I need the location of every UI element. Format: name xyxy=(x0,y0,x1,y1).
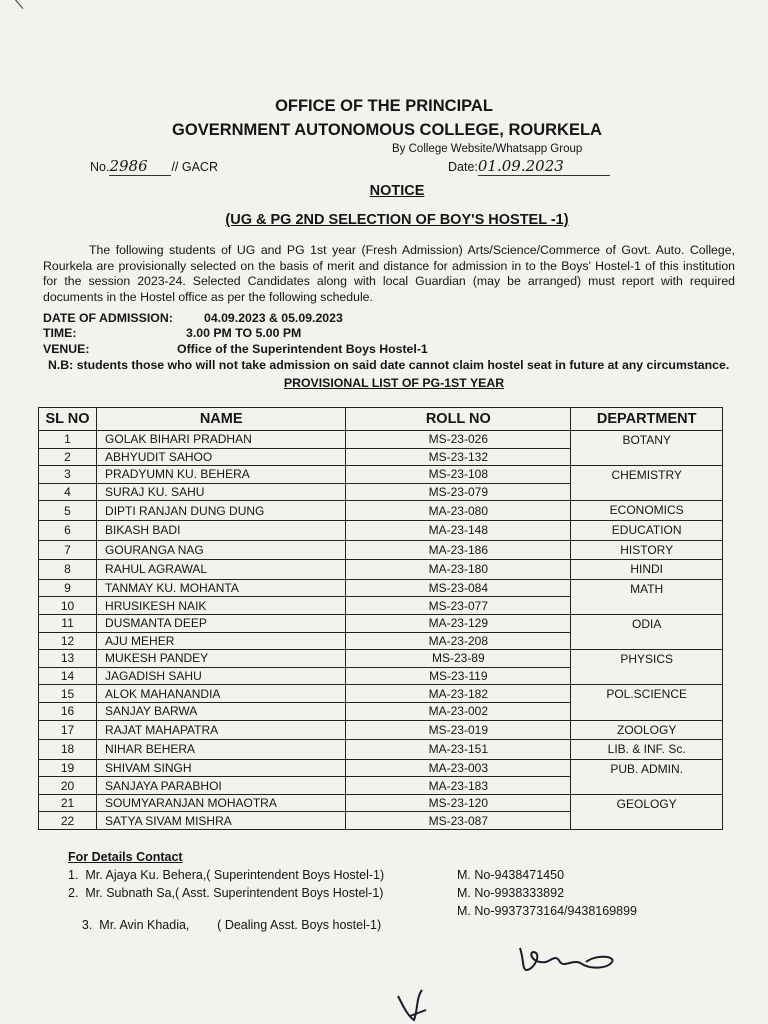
letter-date xyxy=(448,157,610,176)
cell-roll-no: MS-23-019 xyxy=(346,720,571,740)
cell-department: CHEMISTRY xyxy=(571,466,723,501)
table-header-row xyxy=(39,408,723,431)
contact-3 xyxy=(68,904,381,946)
time-value: 3.00 PM TO 5.00 PM xyxy=(186,326,302,340)
table-row xyxy=(39,560,723,580)
cell-name: HRUSIKESH NAIK xyxy=(97,597,346,615)
contact-number: 3. xyxy=(81,918,93,932)
cell-name: NIHAR BEHERA xyxy=(97,740,346,760)
notice-subject: (UG & PG 2ND SELECTION OF BOY'S HOSTEL -1) xyxy=(225,212,569,228)
number-suffix: // GACR xyxy=(171,160,218,174)
cell-department: EDUCATION xyxy=(571,520,723,540)
contact-person: Mr. Avin Khadia, ( Dealing Asst. Boys hostel-1) xyxy=(99,918,382,932)
cell-department: HINDI xyxy=(571,560,723,580)
header-sl-no: SL NO xyxy=(39,408,97,431)
contact-number: 2. xyxy=(68,886,79,900)
cell-name: GOLAK BIHARI PRADHAN xyxy=(97,431,346,449)
cell-roll-no: MS-23-89 xyxy=(346,650,571,668)
cell-department: BOTANY xyxy=(571,431,723,466)
table-row xyxy=(39,520,723,540)
contact-2 xyxy=(68,886,383,900)
cell-roll-no: MA-23-183 xyxy=(346,777,571,795)
cell-sl-no: 2 xyxy=(39,448,97,466)
venue-label: VENUE: xyxy=(43,342,90,356)
cell-department: GEOLOGY xyxy=(571,794,723,829)
table-row xyxy=(39,650,723,668)
cell-sl-no: 4 xyxy=(39,483,97,501)
cell-name: TANMAY KU. MOHANTA xyxy=(97,579,346,597)
table-row xyxy=(39,579,723,597)
table-row xyxy=(39,759,723,777)
cell-sl-no: 18 xyxy=(39,740,97,760)
table-row xyxy=(39,685,723,703)
cell-name: JAGADISH SAHU xyxy=(97,667,346,685)
contact-heading: For Details Contact xyxy=(68,850,183,864)
cell-sl-no: 10 xyxy=(39,597,97,615)
cell-roll-no: MA-23-003 xyxy=(346,759,571,777)
cell-name: ABHYUDIT SAHOO xyxy=(97,448,346,466)
cell-name: RAJAT MAHAPATRA xyxy=(97,720,346,740)
cell-roll-no: MA-23-002 xyxy=(346,702,571,720)
contact-3-mobile: M. No-9937373164/9438169899 xyxy=(457,904,638,918)
cell-department: ZOOLOGY xyxy=(571,720,723,740)
cell-name: MUKESH PANDEY xyxy=(97,650,346,668)
admission-date-value: 04.09.2023 & 05.09.2023 xyxy=(204,311,343,325)
cell-sl-no: 3 xyxy=(39,466,97,484)
cell-roll-no: MS-23-132 xyxy=(346,448,571,466)
cell-sl-no: 1 xyxy=(39,431,97,449)
cell-sl-no: 13 xyxy=(39,650,97,668)
cell-name: ALOK MAHANANDIA xyxy=(97,685,346,703)
table-row xyxy=(39,614,723,632)
cell-sl-no: 11 xyxy=(39,614,97,632)
table-row xyxy=(39,720,723,740)
cell-name: BIKASH BADI xyxy=(97,520,346,540)
cell-sl-no: 21 xyxy=(39,794,97,812)
number-handwritten: 2986 xyxy=(109,157,171,176)
cell-name: SHIVAM SINGH xyxy=(97,759,346,777)
cell-department: MATH xyxy=(571,579,723,614)
distribution-note: By College Website/Whatsapp Group xyxy=(392,143,583,155)
cell-roll-no: MA-23-080 xyxy=(346,501,571,521)
admission-date-label: DATE OF ADMISSION: xyxy=(43,311,173,325)
corner-mark xyxy=(6,0,24,17)
cell-sl-no: 9 xyxy=(39,579,97,597)
cell-name: PRADYUMN KU. BEHERA xyxy=(97,466,346,484)
cell-department: ECONOMICS xyxy=(571,501,723,521)
date-handwritten: 01.09.2023 xyxy=(478,157,610,176)
cell-roll-no: MA-23-148 xyxy=(346,520,571,540)
cell-name: AJU MEHER xyxy=(97,632,346,650)
cell-sl-no: 22 xyxy=(39,812,97,830)
venue-value: Office of the Superintendent Boys Hostel-1 xyxy=(177,342,428,356)
table-row xyxy=(39,501,723,521)
cell-roll-no: MA-23-129 xyxy=(346,614,571,632)
principal-signature xyxy=(512,940,622,980)
cell-sl-no: 16 xyxy=(39,702,97,720)
cell-name: RAHUL AGRAWAL xyxy=(97,560,346,580)
cell-department: ODIA xyxy=(571,614,723,649)
cell-name: SANJAYA PARABHOI xyxy=(97,777,346,795)
contact-1-mobile: M. No-9438471450 xyxy=(457,868,565,882)
cell-department: HISTORY xyxy=(571,540,723,560)
cell-name: SOUMYARANJAN MOHAOTRA xyxy=(97,794,346,812)
cell-department: PHYSICS xyxy=(571,650,723,685)
cell-department: PUB. ADMIN. xyxy=(571,759,723,794)
table-row xyxy=(39,540,723,560)
table-body xyxy=(39,431,723,830)
cell-roll-no: MS-23-026 xyxy=(346,431,571,449)
cell-roll-no: MS-23-108 xyxy=(346,466,571,484)
header-roll-no: ROLL NO xyxy=(346,408,571,431)
notice-body: The following students of UG and PG 1st year (Fresh Admission) Arts/Science/Commerce of Govt. Auto. College, Rourkela are provisionally selected on the basis of merit and distance for admission in to the Boys' Hostel-1 of this institution for the session 2023-24. Selected Candidates along with local Guardian (may be arranged) must report with required documents in the Hostel office as per the following schedule. xyxy=(43,243,735,304)
cell-roll-no: MS-23-120 xyxy=(346,794,571,812)
college-title: GOVERNMENT AUTONOMOUS COLLEGE, ROURKELA xyxy=(172,121,602,139)
letter-number xyxy=(90,157,218,176)
cell-sl-no: 14 xyxy=(39,667,97,685)
nb-note: N.B: students those who will not take admission on said date cannot claim hostel seat in future at any circumstance. xyxy=(48,358,730,372)
header-name: NAME xyxy=(97,408,346,431)
cell-name: SURAJ KU. SAHU xyxy=(97,483,346,501)
date-label: Date: xyxy=(448,160,478,174)
cell-sl-no: 5 xyxy=(39,501,97,521)
table-row xyxy=(39,794,723,812)
cell-roll-no: MA-23-186 xyxy=(346,540,571,560)
cell-roll-no: MS-23-119 xyxy=(346,667,571,685)
notice-heading: NOTICE xyxy=(369,183,425,199)
cell-roll-no: MA-23-180 xyxy=(346,560,571,580)
contact-number: 1. xyxy=(68,868,79,882)
cell-department: POL.SCIENCE xyxy=(571,685,723,720)
cell-name: GOURANGA NAG xyxy=(97,540,346,560)
cell-roll-no: MS-23-079 xyxy=(346,483,571,501)
cell-name: DUSMANTA DEEP xyxy=(97,614,346,632)
contact-person: Mr. Subnath Sa,( Asst. Superintendent Boys Hostel-1) xyxy=(85,886,384,900)
contact-2-mobile: M. No-9938333892 xyxy=(457,886,565,900)
cell-sl-no: 6 xyxy=(39,520,97,540)
header-department: DEPARTMENT xyxy=(571,408,723,431)
cell-sl-no: 20 xyxy=(39,777,97,795)
cell-roll-no: MS-23-084 xyxy=(346,579,571,597)
cell-name: DIPTI RANJAN DUNG DUNG xyxy=(97,501,346,521)
initials-mark xyxy=(392,986,442,1024)
cell-department: LIB. & INF. Sc. xyxy=(571,740,723,760)
cell-name: SATYA SIVAM MISHRA xyxy=(97,812,346,830)
cell-sl-no: 7 xyxy=(39,540,97,560)
table-row xyxy=(39,740,723,760)
selection-table xyxy=(38,407,723,830)
table-row xyxy=(39,466,723,484)
number-label: No. xyxy=(90,160,110,174)
cell-sl-no: 15 xyxy=(39,685,97,703)
cell-sl-no: 12 xyxy=(39,632,97,650)
table-row xyxy=(39,431,723,449)
cell-roll-no: MA-23-208 xyxy=(346,632,571,650)
cell-roll-no: MA-23-182 xyxy=(346,685,571,703)
cell-name: SANJAY BARWA xyxy=(97,702,346,720)
time-label: TIME: xyxy=(43,326,77,340)
cell-roll-no: MS-23-087 xyxy=(346,812,571,830)
office-title: OFFICE OF THE PRINCIPAL xyxy=(275,97,493,115)
contact-person: Mr. Ajaya Ku. Behera,( Superintendent Boys Hostel-1) xyxy=(85,868,385,882)
cell-sl-no: 8 xyxy=(39,560,97,580)
cell-sl-no: 19 xyxy=(39,759,97,777)
cell-roll-no: MA-23-151 xyxy=(346,740,571,760)
cell-roll-no: MS-23-077 xyxy=(346,597,571,615)
list-title: PROVISIONAL LIST OF PG-1ST YEAR xyxy=(283,376,505,390)
cell-sl-no: 17 xyxy=(39,720,97,740)
contact-1 xyxy=(68,868,384,882)
